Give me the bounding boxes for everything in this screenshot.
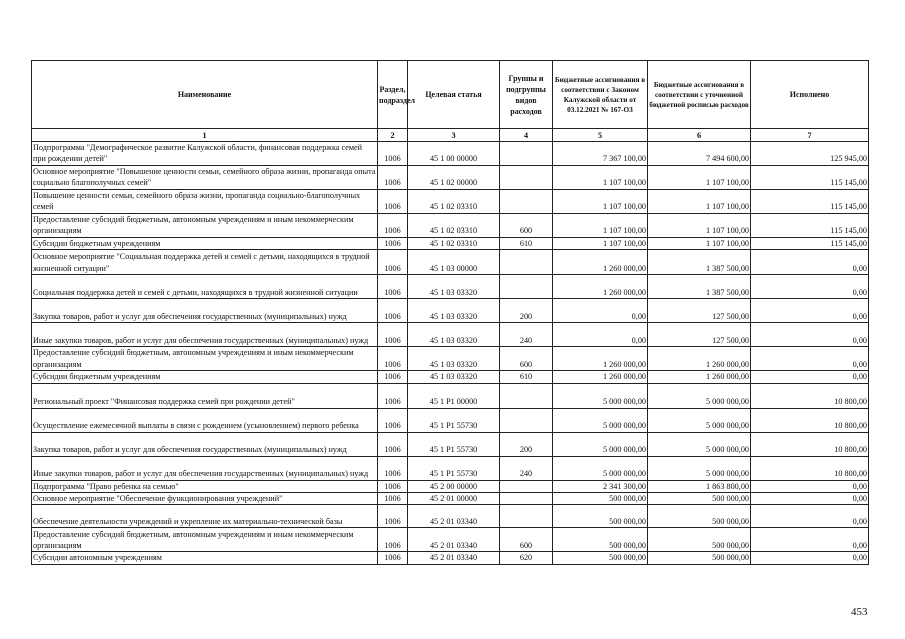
row-group-cell [500, 275, 553, 299]
table-row [32, 142, 869, 166]
row-section-cell: 1006 [378, 323, 408, 347]
table-row [32, 371, 869, 383]
row-law-amount-cell: 500 000,00 [553, 505, 648, 528]
row-target-cell: 45 1 03 03320 [408, 371, 500, 383]
row-updated-amount-cell: 1 387 500,00 [648, 275, 751, 299]
row-law-amount-cell: 500 000,00 [553, 493, 648, 505]
row-target-cell: 45 1 02 03310 [408, 237, 500, 249]
row-done-amount-cell: 115 145,00 [751, 237, 869, 249]
table-row [32, 250, 869, 275]
row-done-amount-cell: 125 945,00 [751, 142, 869, 166]
row-law-amount-cell: 1 107 100,00 [553, 165, 648, 189]
row-updated-amount-cell: 1 260 000,00 [648, 371, 751, 383]
table-row [32, 480, 869, 492]
column-number: 2 [378, 129, 408, 142]
row-target-cell: 45 2 01 00000 [408, 493, 500, 505]
row-updated-amount-cell: 5 000 000,00 [648, 456, 751, 480]
row-name-cell: Региональный проект "Финансовая поддержка семей при рождении детей" [32, 383, 378, 408]
row-law-amount-cell: 1 260 000,00 [553, 371, 648, 383]
row-target-cell: 45 1 03 03320 [408, 347, 500, 371]
row-done-amount-cell: 0,00 [751, 480, 869, 492]
column-number: 5 [553, 129, 648, 142]
row-updated-amount-cell: 1 863 800,00 [648, 480, 751, 492]
row-group-cell: 240 [500, 323, 553, 347]
row-done-amount-cell: 0,00 [751, 493, 869, 505]
row-updated-amount-cell: 127 500,00 [648, 299, 751, 323]
row-done-amount-cell: 115 145,00 [751, 165, 869, 189]
table-row [32, 552, 869, 564]
column-number: 1 [32, 129, 378, 142]
table-row [32, 189, 869, 213]
row-group-cell: 620 [500, 552, 553, 564]
row-done-amount-cell: 0,00 [751, 323, 869, 347]
row-law-amount-cell: 0,00 [553, 299, 648, 323]
row-done-amount-cell: 0,00 [751, 250, 869, 275]
row-section-cell: 1006 [378, 299, 408, 323]
row-target-cell: 45 1 00 00000 [408, 142, 500, 166]
column-number: 6 [648, 129, 751, 142]
table-row [32, 299, 869, 323]
table-row [32, 456, 869, 480]
row-section-cell: 1006 [378, 275, 408, 299]
row-name-cell: Закупка товаров, работ и услуг для обеспечения государственных (муниципальных) нужд [32, 432, 378, 456]
table-row [32, 165, 869, 189]
row-law-amount-cell: 5 000 000,00 [553, 383, 648, 408]
row-group-cell [500, 480, 553, 492]
row-law-amount-cell: 1 107 100,00 [553, 237, 648, 249]
row-law-amount-cell: 2 341 300,00 [553, 480, 648, 492]
row-done-amount-cell: 10 800,00 [751, 383, 869, 408]
table-row [32, 323, 869, 347]
row-group-cell [500, 505, 553, 528]
row-updated-amount-cell: 127 500,00 [648, 323, 751, 347]
row-target-cell: 45 1 P1 00000 [408, 383, 500, 408]
row-group-cell [500, 165, 553, 189]
header-groups: Группы и подгруппы видов расходов [500, 61, 553, 129]
row-name-cell: Субсидии бюджетным учреждениям [32, 371, 378, 383]
row-name-cell: Субсидии бюджетным учреждениям [32, 237, 378, 249]
row-group-cell [500, 408, 553, 432]
row-section-cell: 1006 [378, 250, 408, 275]
row-group-cell: 610 [500, 371, 553, 383]
row-section-cell: 1006 [378, 408, 408, 432]
row-done-amount-cell: 0,00 [751, 371, 869, 383]
row-name-cell: Предоставление субсидий бюджетным, автономным учреждениям и иным некоммерческим организациям [32, 347, 378, 371]
row-section-cell: 1006 [378, 237, 408, 249]
row-done-amount-cell: 10 800,00 [751, 456, 869, 480]
row-name-cell: Основное мероприятие "Обеспечение функционирования учреждений" [32, 493, 378, 505]
row-law-amount-cell: 7 367 100,00 [553, 142, 648, 166]
row-name-cell: Основное мероприятие "Повышение ценности семьи, семейного образа жизни, пропаганда опыта социально благополучных семей" [32, 165, 378, 189]
row-updated-amount-cell: 500 000,00 [648, 493, 751, 505]
row-updated-amount-cell: 1 260 000,00 [648, 347, 751, 371]
row-done-amount-cell: 10 800,00 [751, 432, 869, 456]
table-row [32, 432, 869, 456]
column-number: 4 [500, 129, 553, 142]
row-section-cell: 1006 [378, 142, 408, 166]
row-done-amount-cell: 115 145,00 [751, 189, 869, 213]
row-done-amount-cell: 0,00 [751, 505, 869, 528]
row-name-cell: Повышение ценности семьи, семейного образа жизни, пропаганда социально-благополучных семей [32, 189, 378, 213]
row-section-cell: 1006 [378, 505, 408, 528]
row-updated-amount-cell: 1 107 100,00 [648, 165, 751, 189]
row-section-cell: 1006 [378, 493, 408, 505]
row-done-amount-cell: 0,00 [751, 528, 869, 552]
row-target-cell: 45 1 03 03320 [408, 275, 500, 299]
row-group-cell: 610 [500, 237, 553, 249]
row-group-cell [500, 142, 553, 166]
table-row [32, 275, 869, 299]
row-updated-amount-cell: 5 000 000,00 [648, 432, 751, 456]
row-section-cell: 1006 [378, 347, 408, 371]
row-done-amount-cell: 10 800,00 [751, 408, 869, 432]
row-target-cell: 45 2 00 00000 [408, 480, 500, 492]
row-section-cell: 1006 [378, 371, 408, 383]
row-name-cell: Осуществление ежемесячной выплаты в связи с рождением (усыновлением) первого ребенка [32, 408, 378, 432]
header-done: Исполнено [751, 61, 869, 129]
table-row [32, 383, 869, 408]
row-group-cell [500, 189, 553, 213]
row-done-amount-cell: 115 145,00 [751, 213, 869, 237]
row-law-amount-cell: 1 260 000,00 [553, 250, 648, 275]
row-name-cell: Иные закупки товаров, работ и услуг для обеспечения государственных (муниципальных) нужд [32, 456, 378, 480]
header-target: Целевая статья [408, 61, 500, 129]
row-law-amount-cell: 1 107 100,00 [553, 213, 648, 237]
row-group-cell [500, 493, 553, 505]
table-row [32, 408, 869, 432]
row-target-cell: 45 1 03 03320 [408, 299, 500, 323]
header-law: Бюджетные ассигнования в соответствии с Законом Калужской области от 03.12.2021 № 167-ОЗ [553, 61, 648, 129]
row-updated-amount-cell: 500 000,00 [648, 528, 751, 552]
row-done-amount-cell: 0,00 [751, 299, 869, 323]
row-section-cell: 1006 [378, 213, 408, 237]
column-number: 7 [751, 129, 869, 142]
row-section-cell: 1006 [378, 528, 408, 552]
row-name-cell: Субсидии автономным учреждениям [32, 552, 378, 564]
table-row [32, 237, 869, 249]
row-group-cell [500, 250, 553, 275]
table-header-row [32, 61, 869, 129]
row-law-amount-cell: 1 260 000,00 [553, 275, 648, 299]
row-updated-amount-cell: 7 494 600,00 [648, 142, 751, 166]
row-section-cell: 1006 [378, 189, 408, 213]
row-done-amount-cell: 0,00 [751, 275, 869, 299]
row-name-cell: Закупка товаров, работ и услуг для обеспечения государственных (муниципальных) нужд [32, 299, 378, 323]
row-target-cell: 45 1 02 00000 [408, 165, 500, 189]
row-name-cell: Иные закупки товаров, работ и услуг для обеспечения государственных (муниципальных) нужд [32, 323, 378, 347]
row-updated-amount-cell: 5 000 000,00 [648, 408, 751, 432]
row-law-amount-cell: 5 000 000,00 [553, 408, 648, 432]
table-row [32, 528, 869, 552]
row-law-amount-cell: 1 260 000,00 [553, 347, 648, 371]
row-section-cell: 1006 [378, 432, 408, 456]
row-name-cell: Основное мероприятие "Социальная поддержка детей и семей с детьми, находящихся в трудной жизненной ситуации" [32, 250, 378, 275]
row-group-cell: 600 [500, 528, 553, 552]
row-target-cell: 45 1 03 03320 [408, 323, 500, 347]
row-done-amount-cell: 0,00 [751, 552, 869, 564]
row-name-cell: Обеспечение деятельности учреждений и укрепление их материально-технической базы [32, 505, 378, 528]
row-group-cell: 240 [500, 456, 553, 480]
row-name-cell: Предоставление субсидий бюджетным, автономным учреждениям и иным некоммерческим организациям [32, 213, 378, 237]
row-updated-amount-cell: 1 107 100,00 [648, 237, 751, 249]
row-group-cell: 200 [500, 299, 553, 323]
row-target-cell: 45 1 P1 55730 [408, 432, 500, 456]
row-updated-amount-cell: 1 107 100,00 [648, 189, 751, 213]
row-law-amount-cell: 1 107 100,00 [553, 189, 648, 213]
row-law-amount-cell: 500 000,00 [553, 528, 648, 552]
row-updated-amount-cell: 1 387 500,00 [648, 250, 751, 275]
row-section-cell: 1006 [378, 552, 408, 564]
table-row [32, 213, 869, 237]
row-group-cell: 600 [500, 213, 553, 237]
row-done-amount-cell: 0,00 [751, 347, 869, 371]
table-row [32, 505, 869, 528]
row-updated-amount-cell: 500 000,00 [648, 505, 751, 528]
table-row [32, 347, 869, 371]
page-number: 453 [851, 606, 868, 618]
row-name-cell: Социальная поддержка детей и семей с детьми, находящихся в трудной жизненной ситуации [32, 275, 378, 299]
table-row [32, 493, 869, 505]
row-section-cell: 1006 [378, 383, 408, 408]
row-target-cell: 45 2 01 03340 [408, 552, 500, 564]
row-updated-amount-cell: 500 000,00 [648, 552, 751, 564]
row-target-cell: 45 2 01 03340 [408, 528, 500, 552]
row-target-cell: 45 1 P1 55730 [408, 456, 500, 480]
row-name-cell: Предоставление субсидий бюджетным, автономным учреждениям и иным некоммерческим организациям [32, 528, 378, 552]
row-section-cell: 1006 [378, 480, 408, 492]
row-name-cell: Подпрограмма "Право ребенка на семью" [32, 480, 378, 492]
row-law-amount-cell: 500 000,00 [553, 552, 648, 564]
row-updated-amount-cell: 5 000 000,00 [648, 383, 751, 408]
header-section: Раздел, подраздел [378, 61, 408, 129]
budget-table [31, 60, 869, 565]
row-law-amount-cell: 0,00 [553, 323, 648, 347]
row-group-cell: 600 [500, 347, 553, 371]
row-target-cell: 45 2 01 03340 [408, 505, 500, 528]
column-number: 3 [408, 129, 500, 142]
header-updated: Бюджетные ассигнования в соответствии с уточненной бюджетной росписью расходов [648, 61, 751, 129]
row-target-cell: 45 1 P1 55730 [408, 408, 500, 432]
row-target-cell: 45 1 02 03310 [408, 213, 500, 237]
row-name-cell: Подпрограмма "Демографическое развитие Калужской области, финансовая поддержка семей при рождении детей" [32, 142, 378, 166]
row-target-cell: 45 1 02 03310 [408, 189, 500, 213]
row-section-cell: 1006 [378, 456, 408, 480]
row-updated-amount-cell: 1 107 100,00 [648, 213, 751, 237]
row-law-amount-cell: 5 000 000,00 [553, 456, 648, 480]
row-group-cell [500, 383, 553, 408]
row-group-cell: 200 [500, 432, 553, 456]
row-target-cell: 45 1 03 00000 [408, 250, 500, 275]
row-law-amount-cell: 5 000 000,00 [553, 432, 648, 456]
column-number-row [32, 129, 869, 142]
header-name: Наименование [32, 61, 378, 129]
row-section-cell: 1006 [378, 165, 408, 189]
